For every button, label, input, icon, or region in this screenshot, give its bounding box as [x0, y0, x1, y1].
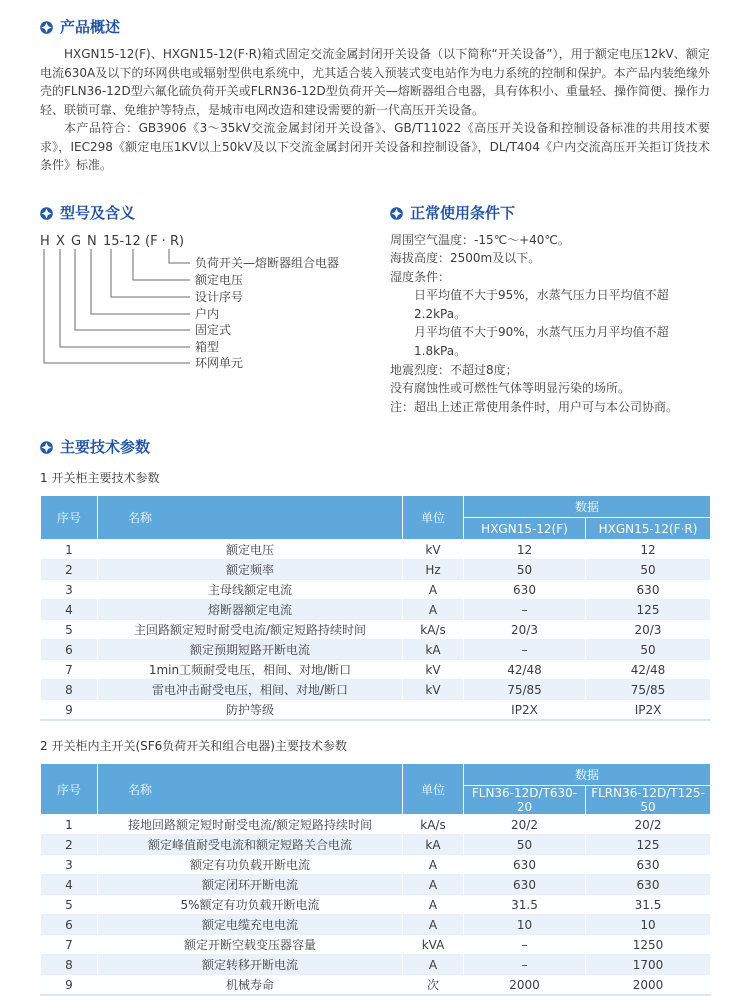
condition-line: 日平均值不大于95%，水蒸气压力日平均值不超2.2kPa。 — [414, 288, 669, 321]
model-designation-diagram — [40, 231, 370, 376]
cell-val1: – — [464, 640, 586, 660]
callout-line — [60, 249, 190, 347]
cell-unit: kV — [403, 540, 464, 560]
section-bullet-icon — [40, 20, 53, 33]
cell-name: 额定预期短路开断电流 — [98, 640, 403, 660]
section-overview — [40, 16, 710, 175]
cell-val1: – — [464, 600, 586, 620]
cell-unit: A — [403, 580, 464, 600]
callout-line — [44, 249, 190, 363]
condition-line: 注：超出上述正常使用条件时，用户可与本公司协商。 — [390, 399, 679, 414]
cell-name: 额定有功负载开断电流 — [98, 855, 403, 875]
cell-name: 额定频率 — [98, 560, 403, 580]
model-label: 额定电压 — [195, 272, 244, 287]
condition-line: 地震烈度：不超过8度； — [390, 362, 518, 377]
table1-caption: 1 开关柜主要技术参数 — [40, 471, 160, 486]
cell-no: 4 — [41, 600, 98, 620]
cell-unit: 次 — [403, 975, 464, 996]
table-row — [41, 640, 711, 660]
header-unit: 单位 — [403, 496, 464, 540]
cell-no: 9 — [41, 700, 98, 721]
cell-no: 2 — [41, 560, 98, 580]
condition-line: 周围空气温度：-15℃～+40℃。 — [390, 232, 570, 247]
params-title-text: 主要技术参数 — [60, 438, 151, 457]
table-row — [41, 540, 711, 560]
section-operating-conditions — [390, 202, 710, 417]
header-name: 名称 — [98, 496, 403, 540]
cell-name: 5%额定有功负载开断电流 — [98, 895, 403, 915]
header-model-2: FLRN36-12D/T125-50 — [586, 786, 711, 815]
cell-no: 6 — [41, 915, 98, 935]
cell-val2: IP2X — [586, 700, 711, 721]
header-model-2: HXGN15-12(F·R) — [586, 518, 711, 540]
cell-unit: kV — [403, 660, 464, 680]
table-row — [41, 875, 711, 895]
cell-val1: 10 — [464, 915, 586, 935]
cell-no: 9 — [41, 975, 98, 996]
callout-line — [169, 249, 190, 263]
model-title-text: 型号及含义 — [60, 203, 136, 222]
model-segment: H — [40, 233, 50, 249]
header-data: 数据 — [464, 496, 711, 518]
cell-no: 2 — [41, 835, 98, 855]
cell-name: 额定峰值耐受电流和额定短路关合电流 — [98, 835, 403, 855]
cell-unit: kA/s — [403, 620, 464, 640]
table-row — [41, 680, 711, 700]
model-label: 固定式 — [195, 322, 232, 337]
cell-val2: 12 — [586, 540, 711, 560]
cell-unit: kA/s — [403, 815, 464, 835]
cell-unit: kA — [403, 640, 464, 660]
cell-val2: 630 — [586, 875, 711, 895]
cell-val1: 75/85 — [464, 680, 586, 700]
cell-name: 额定开断空载变压器容量 — [98, 935, 403, 955]
section-model-designation — [40, 202, 390, 417]
cell-val2: 20/3 — [586, 620, 711, 640]
conditions-title-text: 正常使用条件下 — [410, 203, 516, 222]
cell-val2: 1250 — [586, 935, 711, 955]
section-bullet-icon — [390, 206, 403, 219]
cell-val2: 125 — [586, 600, 711, 620]
model-segment: (F · R) — [145, 233, 185, 249]
cell-no: 7 — [41, 935, 98, 955]
header-data: 数据 — [464, 764, 711, 786]
header-model-1: FLN36-12D/T630-20 — [464, 786, 586, 815]
cell-unit: A — [403, 895, 464, 915]
model-segment: 15-12 — [103, 233, 141, 249]
cell-no: 5 — [41, 895, 98, 915]
model-segment: X — [56, 233, 65, 249]
cell-val2: 20/2 — [586, 815, 711, 835]
model-label: 户内 — [195, 306, 220, 321]
cell-val1: 31.5 — [464, 895, 586, 915]
cell-no: 4 — [41, 875, 98, 895]
cell-unit: kA — [403, 835, 464, 855]
table-row — [41, 700, 711, 721]
cell-val1: 630 — [464, 855, 586, 875]
cell-unit: A — [403, 855, 464, 875]
cell-name: 机械寿命 — [98, 975, 403, 996]
section-bullet-icon — [40, 206, 53, 219]
cell-no: 1 — [41, 815, 98, 835]
cell-name: 额定电压 — [98, 540, 403, 560]
header-unit: 单位 — [403, 764, 464, 815]
cell-val1: 630 — [464, 580, 586, 600]
section-bullet-icon — [40, 440, 53, 453]
params-title — [40, 436, 710, 457]
overview-title — [40, 16, 710, 37]
cell-val1: – — [464, 935, 586, 955]
cell-name: 1min工频耐受电压，相间、对地/断口 — [98, 660, 403, 680]
cell-name: 额定电缆充电电流 — [98, 915, 403, 935]
cell-name: 额定转移开断电流 — [98, 955, 403, 975]
table-row — [41, 660, 711, 680]
cell-val1: 20/3 — [464, 620, 586, 640]
table-row — [41, 915, 711, 935]
cell-no: 7 — [41, 660, 98, 680]
cell-no: 3 — [41, 855, 98, 875]
table1-body — [41, 540, 711, 721]
header-no: 序号 — [41, 496, 98, 540]
cell-no: 8 — [41, 955, 98, 975]
cell-val1: – — [464, 955, 586, 975]
model-segment: G — [71, 233, 82, 249]
cell-name: 接地回路额定短时耐受电流/额定短路持续时间 — [98, 815, 403, 835]
model-label: 负荷开关—熔断器组合电器 — [195, 255, 340, 270]
callout-line — [133, 249, 190, 280]
table2-body — [41, 815, 711, 996]
table2-caption: 2 开关柜内主开关(SF6负荷开关和组合电器)主要技术参数 — [40, 739, 347, 754]
callout-line — [111, 249, 190, 297]
table-row — [41, 835, 711, 855]
cell-no: 8 — [41, 680, 98, 700]
table-row — [41, 895, 711, 915]
cell-no: 1 — [41, 540, 98, 560]
overview-paragraph-2: 本产品符合：GB3906《3～35kV交流金属封闭开关设备》、GB/T11022《高压开关设备和控制设备标准的共用技术要求》，IEC298《额定电压1KV以上50kV及以下交流金属封闭开关设备和控制设备》，DL/T404《户内交流高压开关拒订货技术条件》标准。 — [40, 121, 710, 172]
cell-name: 熔断器额定电流 — [98, 600, 403, 620]
model-label: 箱型 — [195, 339, 220, 354]
model-title — [40, 202, 390, 223]
table-row — [41, 580, 711, 600]
cell-val2: 1700 — [586, 955, 711, 975]
table-row — [41, 955, 711, 975]
model-and-conditions-band — [40, 202, 710, 417]
main-switch-params-table — [40, 763, 711, 996]
cell-no: 3 — [41, 580, 98, 600]
table2-header — [41, 764, 711, 815]
switchgear-params-table — [40, 495, 711, 721]
cell-no: 6 — [41, 640, 98, 660]
section-technical-parameters — [40, 436, 710, 996]
cell-val2: 630 — [586, 580, 711, 600]
condition-line: 湿度条件： — [390, 269, 451, 284]
model-label: 设计序号 — [195, 289, 244, 304]
model-segment: N — [87, 233, 97, 249]
cell-name: 主母线额定电流 — [98, 580, 403, 600]
cell-val2: 75/85 — [586, 680, 711, 700]
cell-name: 防护等级 — [98, 700, 403, 721]
cell-name: 额定闭环开断电流 — [98, 875, 403, 895]
table-row — [41, 815, 711, 835]
header-no: 序号 — [41, 764, 98, 815]
table-row — [41, 935, 711, 955]
cell-val1: 42/48 — [464, 660, 586, 680]
cell-val2: 630 — [586, 855, 711, 875]
table-row — [41, 620, 711, 640]
conditions-list — [390, 231, 710, 417]
callout-line — [91, 249, 190, 314]
table-row — [41, 855, 711, 875]
cell-name: 雷电冲击耐受电压，相间、对地/断口 — [98, 680, 403, 700]
condition-line: 月平均值不大于90%，水蒸气压力月平均值不超1.8kPa。 — [414, 325, 669, 359]
table-row — [41, 600, 711, 620]
cell-val2: 125 — [586, 835, 711, 855]
cell-val2: 2000 — [586, 975, 711, 996]
header-model-1: HXGN15-12(F) — [464, 518, 586, 540]
condition-line: 没有腐蚀性或可燃性气体等明显污染的场所。 — [390, 381, 631, 396]
cell-val2: 50 — [586, 560, 711, 580]
table1-header — [41, 496, 711, 540]
overview-title-text: 产品概述 — [60, 18, 121, 36]
cell-val2: 50 — [586, 640, 711, 660]
cell-unit — [403, 700, 464, 721]
cell-val1: IP2X — [464, 700, 586, 721]
cell-val2: 42/48 — [586, 660, 711, 680]
cell-val1: 2000 — [464, 975, 586, 996]
cell-val1: 50 — [464, 560, 586, 580]
cell-unit: kVA — [403, 935, 464, 955]
table-row — [41, 560, 711, 580]
cell-unit: A — [403, 875, 464, 895]
cell-unit: A — [403, 600, 464, 620]
cell-name: 主回路额定短时耐受电流/额定短路持续时间 — [98, 620, 403, 640]
conditions-title — [390, 202, 710, 223]
cell-val1: 50 — [464, 835, 586, 855]
overview-paragraph-1: HXGN15-12(F)、HXGN15-12(F·R)箱式固定交流金属封闭开关设备（以下简称“开关设备”），用于额定电压12kV、额定电流630A及以下的环网供电或辐射型供电系统中，尤其适合装入预装式变电站作为电力系统的控制和保护。本产品内装绝缘外壳的FLN36-12D型六氟化硫负荷开关或FLRN36-12D型负荷开关—熔断器组合电器，具有体积小、重量轻、操作简便、操作力轻、联锁可靠、免维护等特点，是城市电网改造和建设需要的新一代高压开关设备。 — [40, 47, 710, 117]
cell-unit: A — [403, 915, 464, 935]
cell-val2: 10 — [586, 915, 711, 935]
cell-val2: 31.5 — [586, 895, 711, 915]
cell-unit: kV — [403, 680, 464, 700]
cell-unit: Hz — [403, 560, 464, 580]
cell-val1: 12 — [464, 540, 586, 560]
table-row — [41, 975, 711, 996]
cell-no: 5 — [41, 620, 98, 640]
cell-val1: 630 — [464, 875, 586, 895]
cell-val1: 20/2 — [464, 815, 586, 835]
cell-unit: A — [403, 955, 464, 975]
condition-line: 海拔高度：2500m及以下。 — [390, 251, 541, 266]
model-label: 环网单元 — [195, 355, 244, 370]
header-name: 名称 — [98, 764, 403, 815]
